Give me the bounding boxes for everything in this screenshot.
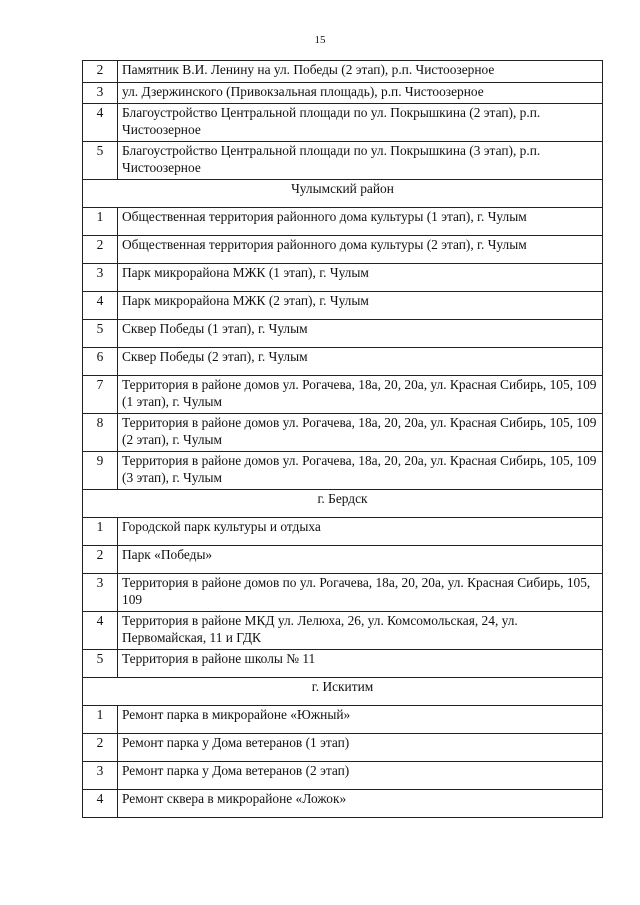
row-text: Ремонт парка в микрорайоне «Южный» — [118, 706, 603, 734]
row-text: Территория в районе домов ул. Рогачева, 18а, 20, 20а, ул. Красная Сибирь, 105, 109 (2 этап), г. Чулым — [118, 414, 603, 452]
table-row — [83, 734, 603, 762]
table-row — [83, 142, 603, 180]
table-row — [83, 104, 603, 142]
page-number: 15 — [314, 34, 326, 46]
row-text: Территория в районе МКД ул. Лелюха, 26, ул. Комсомольская, 24, ул. Первомайская, 11 и ГДК — [118, 612, 603, 650]
table-row — [83, 546, 603, 574]
territories-table — [82, 60, 603, 818]
row-number: 1 — [83, 208, 118, 236]
section-header-row — [83, 180, 603, 208]
table-row — [83, 762, 603, 790]
row-text: Общественная территория районного дома культуры (1 этап), г. Чулым — [118, 208, 603, 236]
row-text: Памятник В.И. Ленину на ул. Победы (2 этап), р.п. Чистоозерное — [118, 61, 603, 83]
row-text: ул. Дзержинского (Привокзальная площадь), р.п. Чистоозерное — [118, 83, 603, 104]
section-header-row — [83, 490, 603, 518]
row-number: 1 — [83, 518, 118, 546]
row-number: 2 — [83, 734, 118, 762]
section-heading: г. Бердск — [83, 490, 603, 518]
row-text: Благоустройство Центральной площади по ул. Покрышкина (3 этап), р.п. Чистоозерное — [118, 142, 603, 180]
table-row — [83, 574, 603, 612]
table-row — [83, 348, 603, 376]
row-text: Сквер Победы (2 этап), г. Чулым — [118, 348, 603, 376]
row-number: 3 — [83, 762, 118, 790]
row-number: 5 — [83, 650, 118, 678]
table-row — [83, 650, 603, 678]
row-number: 4 — [83, 612, 118, 650]
row-number: 5 — [83, 142, 118, 180]
table-row — [83, 414, 603, 452]
row-number: 4 — [83, 104, 118, 142]
row-number: 3 — [83, 574, 118, 612]
table-row — [83, 518, 603, 546]
table-row — [83, 376, 603, 414]
row-text: Городской парк культуры и отдыха — [118, 518, 603, 546]
row-text: Ремонт парка у Дома ветеранов (1 этап) — [118, 734, 603, 762]
row-text: Парк «Победы» — [118, 546, 603, 574]
table-row — [83, 706, 603, 734]
table-row — [83, 61, 603, 83]
table-row — [83, 292, 603, 320]
row-number: 8 — [83, 414, 118, 452]
table-row — [83, 83, 603, 104]
row-text: Территория в районе домов по ул. Рогачева, 18а, 20, 20а, ул. Красная Сибирь, 105, 109 — [118, 574, 603, 612]
table-row — [83, 264, 603, 292]
row-text: Парк микрорайона МЖК (1 этап), г. Чулым — [118, 264, 603, 292]
row-text: Сквер Победы (1 этап), г. Чулым — [118, 320, 603, 348]
table-row — [83, 236, 603, 264]
row-number: 3 — [83, 83, 118, 104]
row-number: 3 — [83, 264, 118, 292]
section-heading: Чулымский район — [83, 180, 603, 208]
row-text: Территория в районе домов ул. Рогачева, 18а, 20, 20а, ул. Красная Сибирь, 105, 109 (1 этап), г. Чулым — [118, 376, 603, 414]
row-text: Парк микрорайона МЖК (2 этап), г. Чулым — [118, 292, 603, 320]
row-text: Ремонт парка у Дома ветеранов (2 этап) — [118, 762, 603, 790]
row-number: 2 — [83, 546, 118, 574]
table-row — [83, 208, 603, 236]
table-row — [83, 790, 603, 818]
row-text: Благоустройство Центральной площади по ул. Покрышкина (2 этап), р.п. Чистоозерное — [118, 104, 603, 142]
row-text: Общественная территория районного дома культуры (2 этап), г. Чулым — [118, 236, 603, 264]
row-number: 9 — [83, 452, 118, 490]
row-number: 1 — [83, 706, 118, 734]
section-heading: г. Искитим — [83, 678, 603, 706]
row-text: Ремонт сквера в микрорайоне «Ложок» — [118, 790, 603, 818]
table-body — [83, 61, 603, 818]
row-number: 2 — [83, 236, 118, 264]
row-number: 4 — [83, 790, 118, 818]
section-header-row — [83, 678, 603, 706]
table-row — [83, 320, 603, 348]
table-row — [83, 612, 603, 650]
row-number: 2 — [83, 61, 118, 83]
row-number: 5 — [83, 320, 118, 348]
row-number: 6 — [83, 348, 118, 376]
row-text: Территория в районе домов ул. Рогачева, 18а, 20, 20а, ул. Красная Сибирь, 105, 109 (3 этап), г. Чулым — [118, 452, 603, 490]
row-number: 7 — [83, 376, 118, 414]
table-row — [83, 452, 603, 490]
row-number: 4 — [83, 292, 118, 320]
row-text: Территория в районе школы № 11 — [118, 650, 603, 678]
